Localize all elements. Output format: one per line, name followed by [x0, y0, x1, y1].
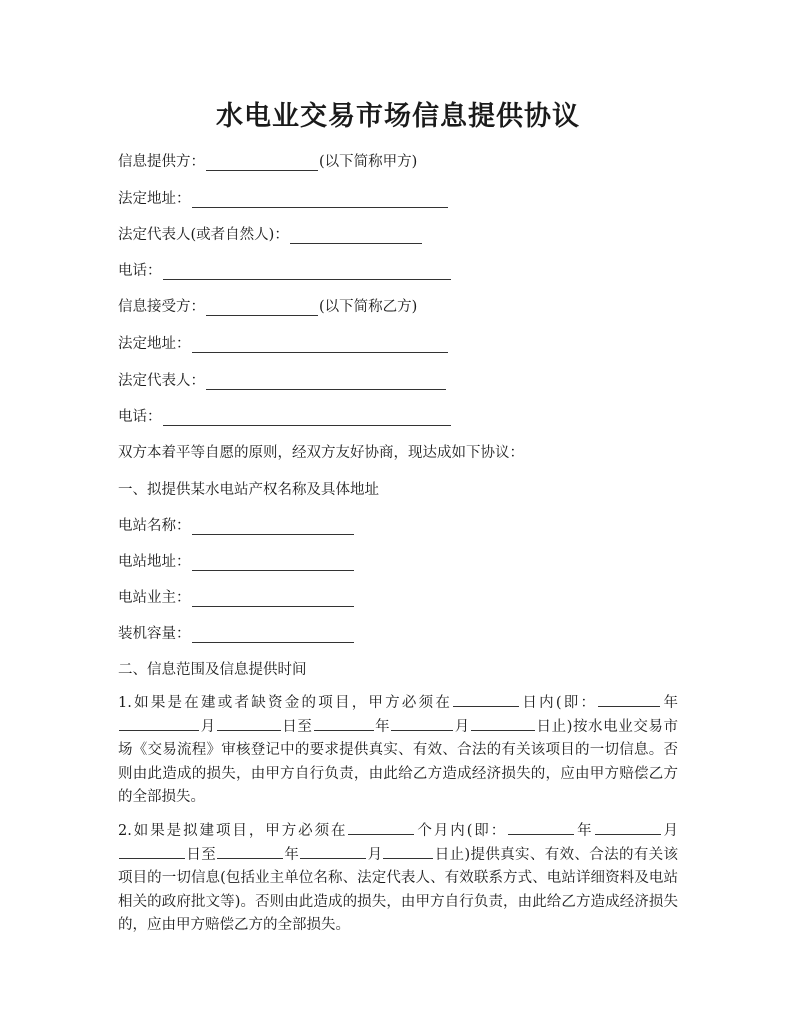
- section2-heading-line: [118, 658, 307, 679]
- clause-2-end-month-blank[interactable]: [300, 845, 366, 859]
- a-rep-label: 法定代表人(或者自然人)：: [118, 227, 289, 243]
- clause-1-text-c: 年: [661, 695, 678, 711]
- station-owner-blank[interactable]: [192, 591, 354, 607]
- station-owner-line: [118, 586, 355, 607]
- provider-blank[interactable]: [206, 155, 318, 171]
- clause-1-end-day-blank[interactable]: [471, 717, 535, 731]
- capacity-label: 装机容量：: [118, 626, 191, 642]
- a-address-label: 法定地址：: [118, 191, 191, 207]
- a-phone-line: [118, 259, 452, 280]
- section1-heading-line: [118, 478, 379, 499]
- receiver-line: [118, 295, 417, 316]
- capacity-blank[interactable]: [192, 627, 354, 643]
- clause-2-text-g: 月: [367, 846, 383, 863]
- clause-2-start-day-blank[interactable]: [119, 845, 185, 859]
- clause-2-end-day-blank[interactable]: [383, 845, 433, 859]
- intro-line: [118, 441, 524, 462]
- clause-2-text-a: 2.如果是拟建项目，甲方必须在: [118, 823, 348, 839]
- clause-1-end-month-blank[interactable]: [391, 717, 453, 731]
- intro-text: 双方本着平等自愿的原则，经双方友好协商，现达成如下协议：: [118, 445, 524, 461]
- clause-2-text-b: 个月内(即：: [415, 823, 508, 839]
- clause-2-end-year-blank[interactable]: [217, 845, 283, 859]
- document-title: 水电业交易市场信息提供协议: [216, 101, 580, 132]
- clause-1-text-b: 日内(即：: [520, 695, 598, 711]
- b-phone-line: [118, 405, 452, 426]
- station-address-blank[interactable]: [192, 555, 354, 571]
- provider-line: [118, 150, 417, 171]
- station-address-line: [118, 550, 355, 571]
- clause-2-text-c: 年: [575, 823, 594, 839]
- a-rep-blank[interactable]: [290, 228, 422, 244]
- b-rep-line: [118, 369, 447, 390]
- clause-2-text-h: 日止)提供真实、有效、合法的有关该项目的一切信息(包括业主单位名称、法定代表人、有效联系方式、电站详细资料及电站相关的政府批文等)。否则由此造成的损失，由甲方自行负责，由此给乙方造成经济损失的，应由甲方赔偿乙方的全部损失。: [118, 846, 679, 933]
- b-rep-blank[interactable]: [206, 374, 446, 390]
- clause-2-text-d: 月: [661, 823, 678, 839]
- section2-heading: 二、信息范围及信息提供时间: [118, 662, 307, 678]
- b-rep-label: 法定代表人：: [118, 373, 205, 389]
- clause-1-days-blank[interactable]: [453, 693, 519, 707]
- clause-1-start-day-blank[interactable]: [217, 717, 281, 731]
- station-address-label: 电站地址：: [118, 554, 191, 570]
- station-name-label: 电站名称：: [118, 518, 191, 534]
- receiver-blank[interactable]: [206, 300, 318, 316]
- clause-1-end-year-blank[interactable]: [314, 717, 374, 731]
- a-address-line: [118, 187, 449, 208]
- provider-suffix: (以下简称甲方): [319, 154, 418, 170]
- clause-2-months-blank[interactable]: [348, 821, 414, 835]
- clause-1-text-g: 月: [454, 718, 470, 735]
- b-phone-label: 电话：: [118, 409, 162, 425]
- b-address-label: 法定地址：: [118, 336, 191, 352]
- section1-heading: 一、拟提供某水电站产权名称及具体地址: [118, 482, 379, 498]
- clause-1-start-year-blank[interactable]: [598, 693, 660, 707]
- clause-2: [118, 820, 678, 938]
- clause-2-text-f: 年: [284, 846, 300, 863]
- a-rep-line: [118, 223, 423, 244]
- clause-1-text-a: 1.如果是在建或者缺资金的项目，甲方必须在: [118, 695, 453, 711]
- a-address-blank[interactable]: [192, 192, 448, 208]
- provider-label: 信息提供方：: [118, 154, 205, 170]
- b-phone-blank[interactable]: [163, 410, 451, 426]
- clause-1-text-h: 日止)按水电业交易市场《交易流程》审核登记中的要求提供真实、有效、合法的有关该项目的一切信息。否则由此造成的损失，由甲方自行负责，由此给乙方造成经济损失的，应由甲方赔偿乙方的全部损失。: [118, 718, 679, 805]
- clause-2-text-e: 日至: [186, 846, 217, 863]
- b-address-line: [118, 332, 449, 353]
- clause-2-start-month-blank[interactable]: [595, 821, 661, 835]
- capacity-line: [118, 622, 355, 643]
- clause-1: [118, 692, 678, 810]
- receiver-label: 信息接受方：: [118, 299, 205, 315]
- a-phone-blank[interactable]: [163, 264, 451, 280]
- clause-1-start-month-blank[interactable]: [119, 717, 199, 731]
- station-name-blank[interactable]: [192, 519, 354, 535]
- clause-1-text-f: 年: [374, 718, 391, 735]
- clause-1-text-d: 月: [200, 718, 216, 735]
- receiver-suffix: (以下简称乙方): [319, 299, 418, 315]
- b-address-blank[interactable]: [192, 337, 448, 353]
- a-phone-label: 电话：: [118, 263, 162, 279]
- clause-2-start-year-blank[interactable]: [508, 821, 574, 835]
- station-name-line: [118, 514, 355, 535]
- station-owner-label: 电站业主：: [118, 590, 191, 606]
- clause-1-text-e: 日至: [281, 718, 313, 735]
